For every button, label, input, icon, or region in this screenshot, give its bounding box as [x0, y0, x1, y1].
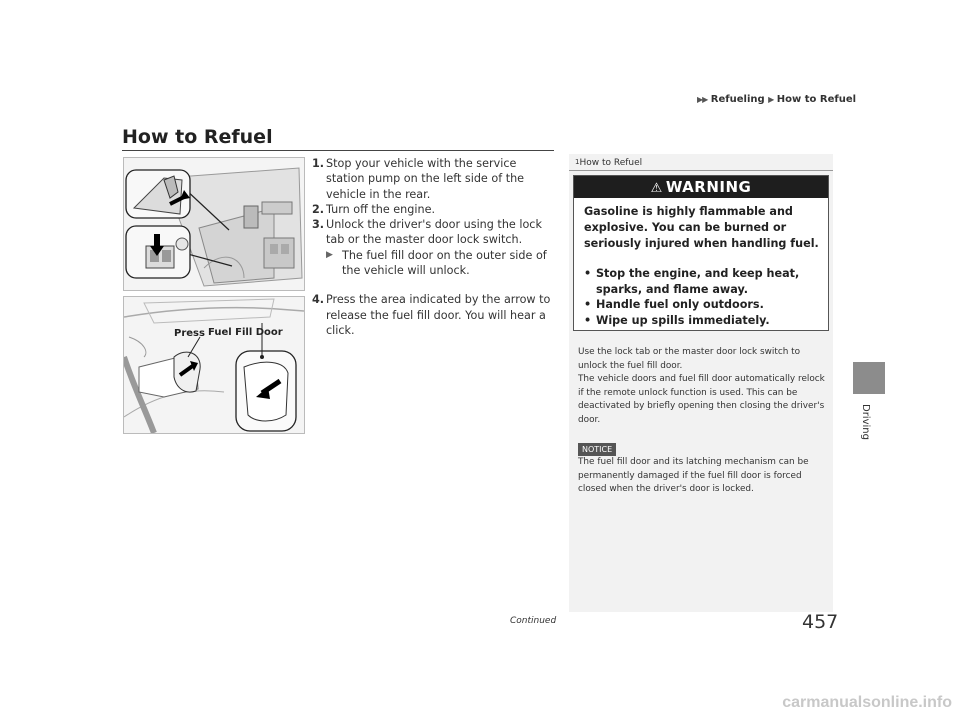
- step-4: [312, 292, 557, 338]
- warning-bullet: • Handle fuel only outdoors.: [584, 298, 764, 311]
- warning-triangle-icon: ⚠: [650, 181, 663, 196]
- breadcrumb-page: How to Refuel: [776, 94, 857, 105]
- section-tab: [853, 362, 885, 394]
- breadcrumb-section[interactable]: Refueling: [710, 94, 765, 105]
- continued-label: Continued: [510, 616, 557, 626]
- step-text: Unlock the driver's door using the lock tab or the master door lock switch.: [326, 218, 542, 247]
- breadcrumb: [697, 94, 856, 105]
- arrow-icon: ▶: [768, 95, 774, 104]
- page-number: 457: [802, 611, 839, 633]
- double-arrow-icon: ▶▶: [697, 95, 708, 104]
- sidebar-divider: [569, 170, 833, 171]
- step-text: Press the area indicated by the arrow to release the fuel fill door. You will hear a click.: [326, 293, 551, 337]
- step-1: [312, 156, 557, 202]
- warning-header: [574, 176, 828, 198]
- result-arrow-icon: ▶: [326, 249, 333, 260]
- step-text: Turn off the engine.: [326, 202, 436, 216]
- sidebar-heading: [575, 158, 642, 168]
- section-label: Driving: [860, 404, 871, 440]
- door-lock-illustration: [123, 157, 305, 291]
- warning-box: [573, 175, 829, 331]
- notice-text: The fuel fill door and its latching mechanism can be permanently damaged if the fuel fill door is forced closed when the driver's door is locked.: [578, 457, 809, 494]
- fuel-door-label: Fuel Fill Door: [208, 327, 283, 338]
- footer-watermark: carmanualsonline.info: [782, 694, 952, 711]
- step-2: [312, 202, 557, 217]
- sidebar-paragraph-1: Use the lock tab or the master door lock switch to unlock the fuel fill door.: [578, 347, 801, 371]
- step-number: 3.: [312, 218, 325, 232]
- warning-bullet: • Stop the engine, and keep heat, sparks, and flame away.: [584, 267, 800, 296]
- fuel-door-illustration: [123, 296, 305, 434]
- press-label: Press: [174, 328, 205, 339]
- page-title: How to Refuel: [122, 126, 273, 148]
- step-3: [312, 217, 557, 248]
- result-text: The fuel fill door on the outer side of the vehicle will unlock.: [342, 248, 547, 278]
- notice-badge: NOTICE: [578, 443, 616, 456]
- warning-text: Gasoline is highly flammable and explosive. You can be burned or seriously injured when handling fuel.: [584, 205, 819, 250]
- sidebar-paragraph-2: The vehicle doors and fuel fill door automatically relock if the remote unlock function is used. This can be deactivated by briefly opening then closing the driver's door.: [578, 374, 825, 425]
- sidebar-notes: [569, 154, 833, 612]
- step-number: 4.: [312, 293, 325, 307]
- warning-list: [584, 266, 822, 328]
- warning-bullet: • Wipe up spills immediately.: [584, 313, 770, 327]
- step-number: 2.: [312, 202, 325, 216]
- step-text: Stop your vehicle with the service station pump on the left side of the vehicle in the rear.: [326, 157, 525, 201]
- sidebar-heading-text: How to Refuel: [579, 158, 643, 168]
- steps-list: [312, 156, 557, 338]
- step-number: 1.: [312, 157, 325, 170]
- ref-mark: 1: [575, 158, 580, 166]
- step-3-result: [312, 248, 557, 279]
- warning-title: WARNING: [665, 178, 752, 196]
- title-divider: [122, 150, 554, 151]
